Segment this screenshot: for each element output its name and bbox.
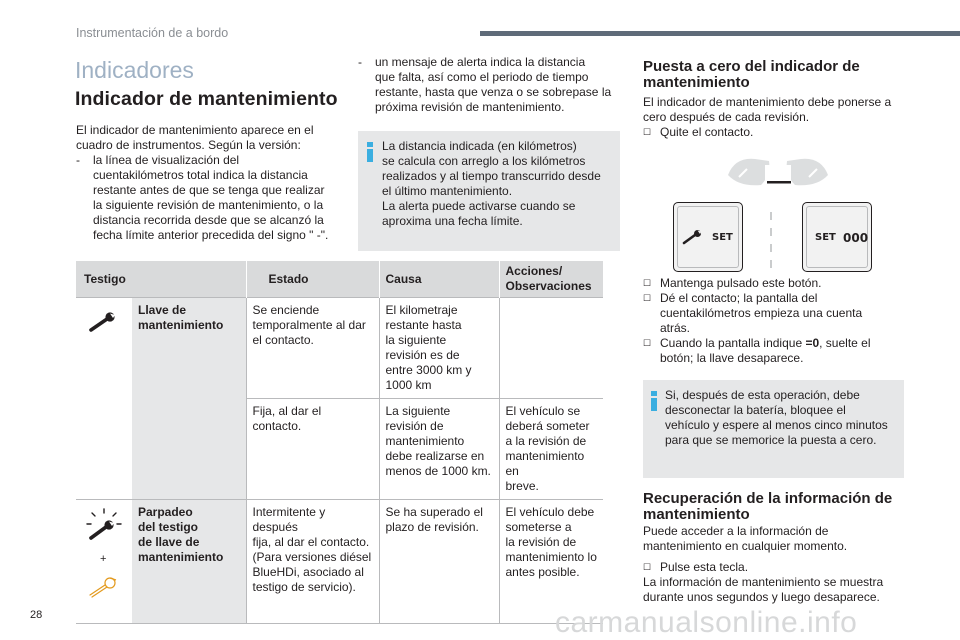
- info-icon: [367, 142, 373, 162]
- step-release-button: ☐ Cuando la pantalla indique =0, suelte el botón; la llave desaparece.: [643, 336, 871, 365]
- recovery-heading: Recuperación de la información de mantenimiento: [643, 490, 893, 523]
- cell-acciones-1a: [499, 298, 603, 399]
- recovery-steps: ☐ Pulse esta tecla. La información de mantenimiento se muestra durante unos segundos y luego desaparece.: [643, 560, 923, 605]
- checkbox-icon: ☐: [643, 562, 652, 572]
- cell-estado-2: Intermitente y después fija, al dar el contacto. (Para versiones diésel BlueHDi, asociado al testigo de servicio).: [246, 500, 379, 624]
- reset-steps: [643, 276, 923, 366]
- wrench-icon: [682, 229, 704, 245]
- info-icon: [651, 391, 657, 411]
- checkbox-icon: ☐: [643, 293, 652, 303]
- cell-causa-1b: La siguiente revisión de mantenimiento debe realizarse en menos de 1000 km.: [379, 399, 499, 500]
- section-header: Instrumentación de a bordo: [76, 26, 229, 40]
- maintenance-indicator-heading: Indicador de mantenimiento: [75, 88, 338, 110]
- step-ignition-on: ☐ Dé el contacto; la pantalla del cuentakilómetros empieza una cuenta atrás.: [643, 291, 863, 335]
- col-header-estado: Estado: [246, 261, 379, 298]
- cell-estado-1a: Se enciende temporalmente al dar el contacto.: [246, 298, 379, 399]
- col-header-causa: Causa: [379, 261, 499, 298]
- instrument-cluster-illustration: [725, 155, 831, 191]
- bullet-odometer: - la línea de visualización del cuentakilómetros total indica la distancia restante antes de que se tenga que realizar la siguiente revisión de mantenimiento, o la distancia recorrida desde que se alcanzó la fecha límite anterior precedida del signo " -".: [76, 153, 329, 242]
- intro-paragraph: El indicador de mantenimiento aparece en el cuadro de instrumentos. Según la versión: - la línea de visualización del cuentakilómetros total indica la distancia restante antes de que se tenga que realizar la siguiente revisión de mantenimiento, o la distancia recorrida desde que se alcanzó la fecha límite anterior precedida del signo " -".: [76, 123, 346, 243]
- set-button[interactable]: SET: [673, 202, 743, 272]
- separator-dashes: [768, 212, 774, 268]
- info-box-battery: Si, después de esta operación, debe desconectar la batería, bloquee el vehículo y espere al menos cinco minutos para que se memorice la puesta a cero.: [643, 380, 904, 478]
- table-row: [76, 500, 603, 624]
- icon-cell: [76, 500, 132, 624]
- col-header-testigo: Testigo: [76, 261, 246, 298]
- cell-acciones-1b: El vehículo se deberá someter a la revisión de mantenimiento en breve.: [499, 399, 603, 500]
- checkbox-icon: ☐: [643, 338, 652, 348]
- wrench-icon: [89, 312, 119, 332]
- page-number: 28: [30, 609, 43, 621]
- flashing-wrench-icon: [86, 508, 122, 544]
- checkbox-icon: ☐: [643, 278, 652, 288]
- step-remove-ignition: ☐ Quite el contacto.: [643, 125, 754, 139]
- reset-heading: Puesta a cero del indicador de mantenimiento: [643, 58, 860, 91]
- table-row: [76, 298, 603, 399]
- watermark: carmanualsonline.info: [555, 606, 858, 639]
- page-title: Indicadores: [75, 57, 194, 83]
- cell-causa-1a: El kilometraje restante hasta la siguiente revisión es de entre 3000 km y 1000 km: [379, 298, 499, 399]
- step-hold-button: ☐ Mantenga pulsado este botón.: [643, 276, 822, 290]
- recovery-text: Puede acceder a la información de mantenimiento en cualquier momento.: [643, 524, 848, 553]
- name-cell-parpadeo: Parpadeo del testigo de llave de mantenimiento: [132, 500, 246, 624]
- cell-causa-2: Se ha superado el plazo de revisión.: [379, 500, 499, 624]
- reset-intro: El indicador de mantenimiento debe ponerse a cero después de cada revisión. ☐ Quite el contacto.: [643, 95, 923, 140]
- plus-sign: +: [100, 553, 107, 565]
- header-accent-bar: [480, 31, 960, 36]
- cell-acciones-2: El vehículo debe someterse a la revisión de mantenimiento lo antes posible.: [499, 500, 603, 624]
- col-header-acciones: Acciones/ Observaciones: [499, 261, 603, 298]
- wrench-outline-icon: [88, 576, 120, 598]
- cell-estado-1b: Fija, al dar el contacto.: [246, 399, 379, 500]
- checkbox-icon: ☐: [643, 127, 652, 137]
- info-box-distance: La distancia indicada (en kilómetros) se calcula con arreglo a los kilómetros realizados y al tiempo transcurrido desde el último mantenimiento. La alerta puede activarse cuando se aproxima una fecha límite.: [358, 131, 620, 251]
- step-press-key: ☐ Pulse esta tecla.: [643, 560, 749, 574]
- set-000-display: SET 000: [802, 202, 872, 272]
- bullet-alert-message: - un mensaje de alerta indica la distancia que falta, así como el periodo de tiempo restante, hasta que venza o se sobrepase la próxima revisión de mantenimiento.: [358, 55, 612, 114]
- name-cell-llave: Llave de mantenimiento: [132, 298, 246, 500]
- warning-light-table: [76, 261, 603, 624]
- icon-cell: [76, 298, 132, 500]
